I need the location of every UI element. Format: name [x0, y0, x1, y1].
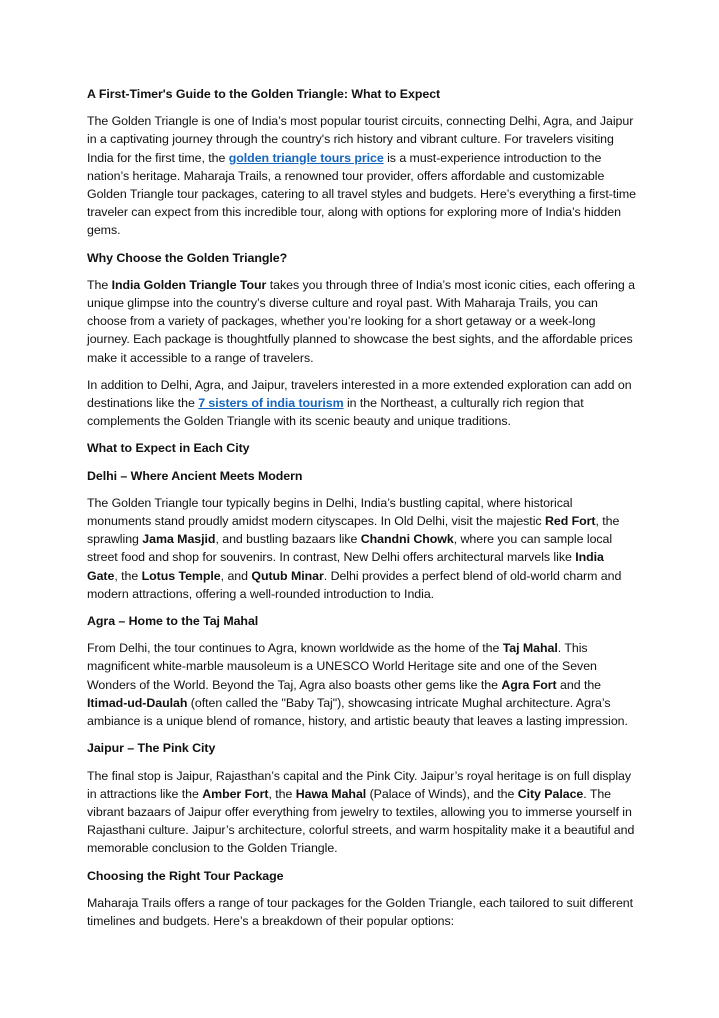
why-paragraph-2: In addition to Delhi, Agra, and Jaipur, travelers interested in a more extended exploration can add on destinations like the 7 sisters of india tourism in the Northeast, a culturally rich region that complements the Golden Triangle with its scenic beauty and unique traditions. — [87, 377, 632, 429]
intro-paragraph: The Golden Triangle is one of India’s most popular tourist circuits, connecting Delhi, Agra, and Jaipur in a captivating journey through the country's rich history and vibrant culture. For travelers visiting India for the first time, the golden triangle tours price is a must-experience introduction to the nation’s heritage. Maharaja Trails, a renowned tour provider, offers affordable and customizable Golden Triangle tour packages, catering to all travel styles and budgets. Here’s everything a first-time traveler can expect from this incredible tour, along with options for exploring more of India’s hidden gems. — [87, 114, 636, 238]
expect-heading: What to Expect in Each City — [87, 441, 250, 456]
jaipur-heading: Jaipur – The Pink City — [87, 741, 216, 756]
why-paragraph-1: The India Golden Triangle Tour takes you through three of India’s most iconic cities, each offering a unique glimpse into the country’s diverse culture and royal past. With Maharaja Trails, you can choose from a variety of packages, whether you’re looking for a short getaway or a week-long journey. Each package is thoughtfully planned to showcase the best sights, and the affordable prices make it accessible to a range of travelers. — [87, 277, 635, 365]
delhi-paragraph: The Golden Triangle tour typically begins in Delhi, India’s bustling capital, where historical monuments stand proudly amidst modern cityscapes. In Old Delhi, visit the majestic Red Fort, the sprawling Jama Masjid, and bustling bazaars like Chandni Chowk, where you can sample local street food and shop for souvenirs. In contrast, New Delhi offers architectural marvels like India Gate, the Lotus Temple, and Qutub Minar. Delhi provides a perfect blend of old-world charm and modern attractions, offering a well-rounded introduction to India. — [87, 495, 622, 601]
choose-heading: Choosing the Right Tour Package — [87, 868, 284, 883]
choose-paragraph: Maharaja Trails offers a range of tour packages for the Golden Triangle, each tailored to suit different timelines and budgets. Here’s a breakdown of their popular options: — [87, 895, 634, 928]
why-heading: Why Choose the Golden Triangle? — [87, 250, 288, 265]
agra-paragraph: From Delhi, the tour continues to Agra, known worldwide as the home of the Taj Mahal. This magnificent white-marble mausoleum is a UNESCO World Heritage site and one of the Seven Wonders of the World. Beyond the Taj, Agra also boasts other gems like the Agra Fort and the Itimad-ud-Daulah (often called the "Baby Taj"), showcasing intricate Mughal architecture. Agra’s ambiance is a unique blend of romance, history, and artistic beauty that leaves a lasting impression. — [87, 641, 628, 729]
jaipur-paragraph: The final stop is Jaipur, Rajasthan’s capital and the Pink City. Jaipur’s royal heritage is on full display in attractions like the Amber Fort, the Hawa Mahal (Palace of Winds), and the City Palace. The vibrant bazaars of Jaipur offer everything from jewelry to textiles, allowing you to immerse yourself in Rajasthani culture. Jaipur’s architecture, colorful streets, and warm hospitality make it a beautiful and memorable conclusion to the Golden Triangle. — [87, 768, 635, 856]
seven-sisters-tourism-link[interactable]: 7 sisters of india tourism — [198, 396, 344, 411]
document-page — [87, 85, 637, 939]
delhi-heading: Delhi – Where Ancient Meets Modern — [87, 468, 303, 483]
agra-heading: Agra – Home to the Taj Mahal — [87, 614, 259, 629]
document-title: A First-Timer's Guide to the Golden Triangle: What to Expect — [87, 87, 441, 101]
golden-triangle-tours-price-link[interactable]: golden triangle tours price — [228, 150, 384, 165]
